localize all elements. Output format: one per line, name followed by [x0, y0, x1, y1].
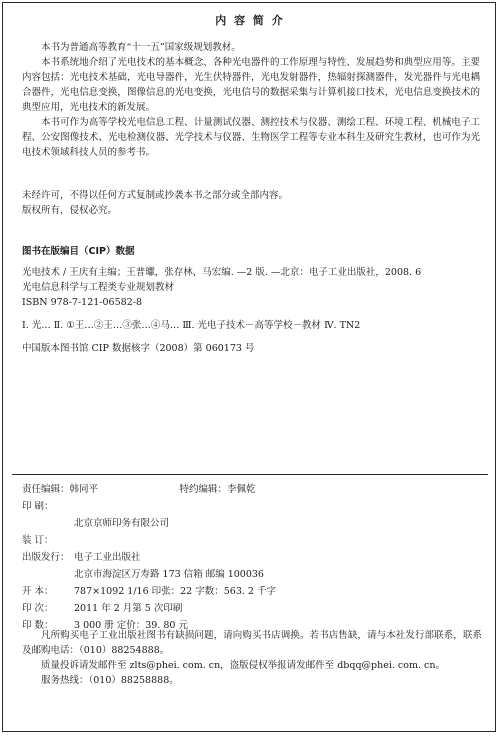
format-row: [22, 583, 480, 600]
address-row: [22, 566, 480, 583]
rights-notice: [22, 188, 480, 218]
editor-row: [22, 481, 480, 498]
copies-label: 印 数：: [22, 620, 54, 631]
special-editor-label: 特约编辑：: [179, 484, 228, 495]
divider: [12, 474, 488, 475]
edition-row: [22, 600, 480, 617]
cip-heading: 图书在版编目（CIP）数据: [22, 246, 135, 257]
publisher-name: 电子工业出版社: [74, 552, 141, 563]
format-value: 787×1092 1/16 印张：22 字数：563. 2 千字: [74, 586, 276, 597]
notice-line: 凡所购买电子工业出版社图书有缺损问题，请向购买书店调换。若书店售缺，请与本社发行部联系，联系及邮购电话：（010）88254888。: [22, 630, 482, 656]
publisher-label: 出版发行：: [22, 552, 70, 563]
special-editor-name: 李佩乾: [227, 484, 256, 495]
rights-line: 版权所有，侵权必究。: [22, 205, 118, 216]
publisher-row: [22, 549, 480, 566]
rights-line: 未经许可，不得以任何方式复制或抄袭本书之部分或全部内容。: [22, 190, 289, 201]
cip-classification: Ⅰ. 光… Ⅱ. ①王…②王…③张…④马… Ⅲ. 光电子技术－高等学校－教材 Ⅳ. TN2: [22, 320, 361, 331]
print-label: 印 刷：: [22, 501, 54, 512]
publication-info: [22, 481, 480, 634]
format-label: 开 本：: [22, 586, 54, 597]
edition-label: 印 次：: [22, 603, 54, 614]
copies-value: 3 000 册 定价：39. 80 元: [74, 620, 188, 631]
intro-paragraph: 本书为普通高等教育“十一五”国家级规划教材。: [41, 42, 241, 53]
page-title: 内 容 简 介: [215, 14, 285, 27]
service-notice: [22, 628, 482, 688]
bind-label: 装 订：: [22, 535, 54, 546]
printer-name-row: [22, 515, 480, 532]
printer-name: 北京京师印务有限公司: [74, 518, 170, 529]
printer-row: [22, 498, 480, 515]
edition-value: 2011 年 2 月第 5 次印刷: [74, 603, 183, 614]
notice-line: 质量投诉请发邮件至 zlts@phei. com. cn，盗版侵权举报请发邮件至 dbqq@phei. com. cn。: [41, 660, 445, 671]
cip-block: [22, 265, 480, 356]
cip-line: 光电技术 / 王庆有主编；王普瓛，张存林，马宏编. —2 版. —北京：电子工业出版社，2008. 6: [22, 267, 422, 278]
editor-label: 责任编辑：: [22, 484, 70, 495]
intro-paragraph: 本书系统地介绍了光电技术的基本概念、各种光电器件的工作原理与特性、发展趋势和典型应用等。主要内容包括：光电技术基础，光电导器件，光生伏特器件，光电发射器件，热辐射探测器件，发光器件与光电耦合器件，光电信息变换，图像信息的光电变换，光电信号的数据采集与计算机接口技术，光电信息变换技术的典型应用，光电技术的新发展。: [22, 57, 480, 113]
cip-number: 中国版本图书馆 CIP 数据核字（2008）第 060173 号: [22, 343, 255, 354]
notice-line: 服务热线：（010）88258888。: [41, 675, 179, 686]
cip-line: 光电信息科学与工程类专业规划教材: [22, 282, 175, 293]
intro-section: [22, 40, 480, 160]
cip-isbn: ISBN 978-7-121-06582-8: [22, 297, 142, 308]
binding-row: [22, 532, 480, 549]
editor-name: 韩同平: [69, 484, 99, 495]
publisher-address: 北京市海淀区万寿路 173 信箱 邮编 100036: [74, 569, 264, 580]
intro-paragraph: 本书可作为高等学校光电信息工程、计量测试仪器、测控技术与仪器、测绘工程、环境工程、机械电子工程、公安图像技术、光电检测仪器、光学技术与仪器、生物医学工程等专业本科生及研究生教材，也可作为光电技术领域科技人员的参考书。: [22, 117, 480, 158]
